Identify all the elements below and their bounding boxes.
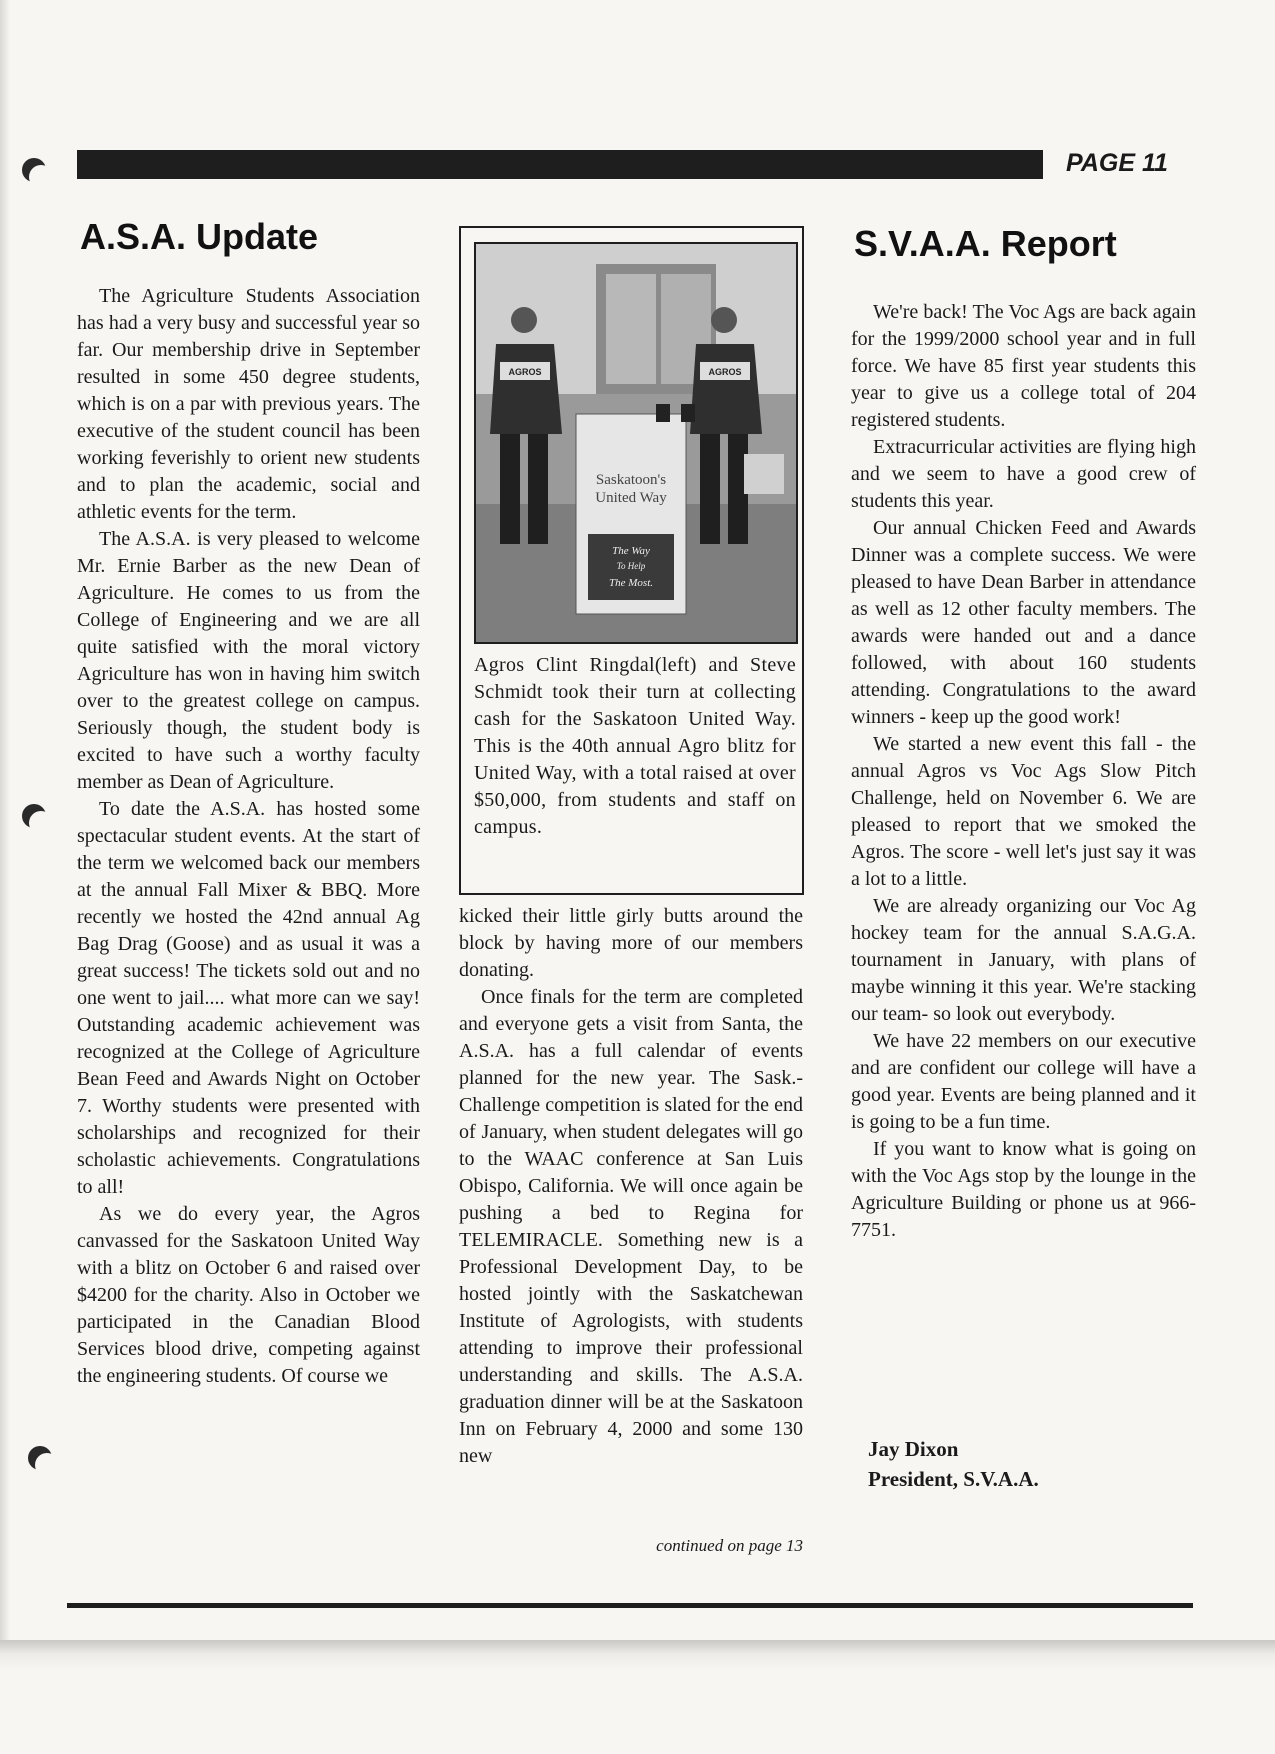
svaa-paragraph: We are already organizing our Voc Ag hockey team for the annual S.A.G.A. tournament in January, with plans of maybe winning it this year. We're stacking our team- so look out everybody.: [851, 895, 1196, 1025]
jersey-text-right: AGROS: [708, 367, 742, 377]
page-number: PAGE 11: [1066, 149, 1168, 177]
page-left-edge: [0, 0, 10, 1754]
page-bottom-edge: [0, 1640, 1275, 1754]
asa-headline: A.S.A. Update: [80, 216, 319, 257]
asa-continuation-column: [459, 903, 803, 1470]
signature-block: [868, 1434, 1039, 1494]
svaa-paragraph: We have 22 members on our executive and are confident our college will have a good year. Events are being planned and it is going to be a fun time.: [851, 1030, 1196, 1133]
asa-paragraph: To date the A.S.A. has hosted some spectacular student events. At the start of the term we welcomed back our members at the annual Fall Mixer & BBQ. More recently we hosted the 42nd annual Ag Bag Drag (Goose) and as usual it was a great success! The tickets sold out and no one went to jail.... what more can we say! Outstanding academic achievement was recognized at the College of Agriculture Bean Feed and Awards Night on October 7. Worthy students were presented with scholarships and recognized for their scholastic achievements. Congratulations to all!: [77, 798, 420, 1198]
united-way-photo: [474, 242, 798, 644]
asa-paragraph: As we do every year, the Agros canvassed for the Saskatoon United Way with a blitz on October 6 and raised over $4200 for the charity. Also in October we participated in the Canadian Blood Services blood drive, competing against the engineering students. Of course we: [77, 1203, 420, 1387]
photo-box: [459, 226, 804, 895]
svaa-headline: S.V.A.A. Report: [854, 223, 1117, 264]
asa-article-column: [77, 283, 420, 1390]
punch-hole-middle: [22, 804, 46, 828]
svaa-paragraph: If you want to know what is going on with the Voc Ags stop by the lounge in the Agriculture Building or phone us at 966-7751.: [851, 1138, 1196, 1241]
continued-note: continued on page 13: [656, 1536, 803, 1555]
signature-title: President, S.V.A.A.: [868, 1467, 1039, 1491]
punch-hole-bottom: [28, 1446, 52, 1470]
photo-caption: Agros Clint Ringdal(left) and Steve Schmidt took their turn at collecting cash for the Saskatoon United Way. This is the 40th annual Agro blitz for United Way, with a total raised at over $50,000, from students and staff on campus.: [474, 654, 796, 838]
footer-rule: [67, 1603, 1193, 1608]
asa-paragraph: The A.S.A. is very pleased to welcome Mr. Ernie Barber as the new Dean of Agriculture. He comes to us from the College of Engineering and we are all quite satisfied with the moral victory Agriculture has won in having him switch over to the greatest college on campus. Seriously though, the student body is excited to have such a worthy faculty member as Dean of Agriculture.: [77, 528, 420, 793]
svaa-paragraph: Extracurricular activities are flying high and we seem to have a good crew of students this year.: [851, 436, 1196, 512]
banner-text-1: Saskatoon's: [595, 472, 667, 488]
sign-text-1: The Way: [612, 545, 650, 557]
header-bar: [77, 150, 1043, 179]
svaa-article-column: [851, 299, 1196, 1244]
svaa-paragraph: Our annual Chicken Feed and Awards Dinner was a complete success. We were pleased to have Dean Barber in attendance as well as 12 other faculty members. The awards were handed out and a dance followed, with about 160 students attending. Congratulations to the award winners - keep up the good work!: [851, 517, 1196, 728]
sign-text-3: The Most.: [609, 577, 653, 589]
punch-hole-top: [22, 158, 46, 182]
asa-paragraph: The Agriculture Students Association has had a very busy and successful year so far. Our membership drive in September resulted in some 450 degree students, which is on a par with previous years. The executive of the student council has been working feverishly to orient new students and to plan the academic, social and athletic events for the term.: [77, 285, 420, 523]
svaa-paragraph: We're back! The Voc Ags are back again for the 1999/2000 school year and in full force. We have 85 first year students this year to give us a college total of 204 registered students.: [851, 301, 1196, 431]
banner-text-2: United Way: [595, 490, 667, 506]
asa-continuation-paragraph: Once finals for the term are completed and everyone gets a visit from Santa, the A.S.A. has a full calendar of events planned for the new year. The Sask.-Challenge competition is slated for the end of January, when student delegates will go to the WAAC conference at San Luis Obispo, California. We will once again be pushing a bed to Regina for TELEMIRACLE. Something new is a Professional Development Day, to be hosted jointly with the Saskatchewan Institute of Agrologists, with students attending to improve their professional understanding and skills. The A.S.A. graduation dinner will be at the Saskatoon Inn on February 4, 2000 and some 130 new: [459, 986, 803, 1467]
svaa-paragraph: We started a new event this fall - the annual Agros vs Voc Ags Slow Pitch Challenge, held on November 6. We are pleased to report that we smoked the Agros. The score - well let's just say it was a lot to a little.: [851, 733, 1196, 890]
asa-continuation-paragraph: kicked their little girly butts around the block by having more of our members donating.: [459, 905, 803, 981]
sign-text-2: To Help: [616, 561, 646, 571]
signature-name: Jay Dixon: [868, 1437, 959, 1461]
jersey-text-left: AGROS: [508, 367, 542, 377]
